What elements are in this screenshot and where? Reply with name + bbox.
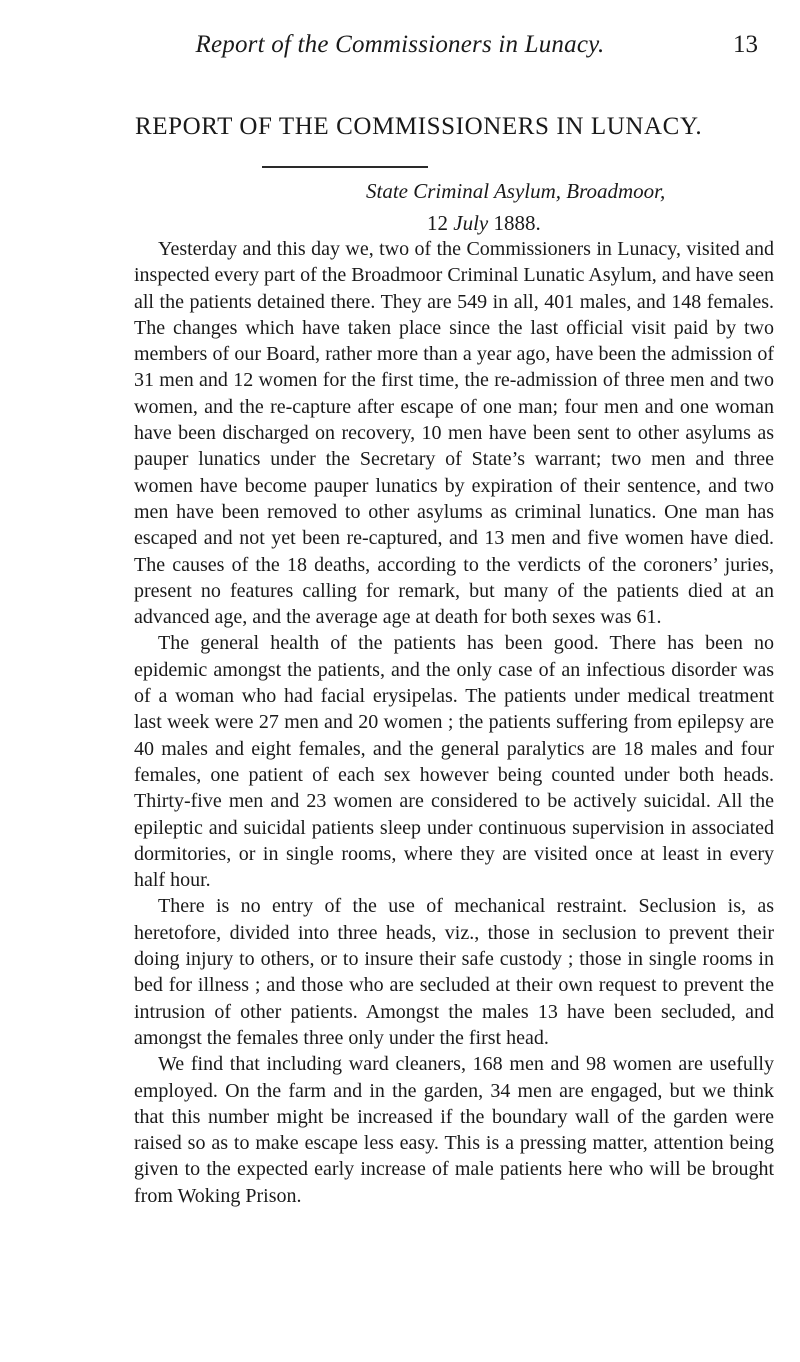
report-title: REPORT OF THE COMMISSIONERS IN LUNACY. bbox=[135, 113, 703, 140]
dateline-month: July bbox=[453, 211, 489, 235]
page-number: 13 bbox=[733, 31, 758, 58]
report-body bbox=[134, 236, 774, 1209]
running-head bbox=[0, 28, 800, 62]
paragraph-health: The general health of the patients has been good. There has been no epidemic amongst the patients, and the only case of an infectious disorder was of a woman who had facial erysipelas. The patients under medical treatment last week were 27 men and 20 women ; the patients suffering from epilepsy are 40 males and eight females, and the general paralytics are 18 males and four females, one patient of each sex however being counted under both heads. Thirty-five men and 23 women are considered to be actively suicidal. All the epileptic and suicidal patients sleep under continuous supervision in associated dormitories, or in single rooms, where they are visited once at least in every half hour. bbox=[134, 632, 774, 892]
paragraph-restraint: There is no entry of the use of mechanical restraint. Seclusion is, as heretofore, divided into three heads, viz., those in seclusion to prevent their doing injury to others, or to insure their safe custody ; those in single rooms in bed for illness ; and those who are secluded at their own request to prevent the intrusion of other patients. Amongst the males 13 have been secluded, and amongst the females three only under the first head. bbox=[134, 895, 774, 1049]
title-rule bbox=[262, 166, 428, 168]
dateline-date bbox=[427, 208, 541, 238]
dateline-day: 12 bbox=[427, 211, 448, 235]
dateline-place: State Criminal Asylum, Broadmoor, bbox=[366, 179, 666, 203]
running-title: Report of the Commissioners in Lunacy. bbox=[195, 31, 605, 58]
paragraph-employment: We find that including ward cleaners, 168 men and 98 women are usefully employed. On the farm and in the garden, 34 men are engaged, but we think that this number might be increased if the boundary wall of the garden were raised so as to make escape less easy. This is a pressing matter, attention being given to the expected early increase of male patients here who will be brought from Woking Prison. bbox=[134, 1053, 774, 1207]
paragraph-visit: Yesterday and this day we, two of the Commissioners in Lunacy, visited and inspected every part of the Broadmoor Criminal Lunatic Asylum, and have seen all the patients detained there. They are 549 in all, 401 males, and 148 females. The changes which have taken place since the last official visit paid by two members of our Board, rather more than a year ago, have been the admission of 31 men and 12 women for the first time, the re-admission of three men and two women, and the re-capture after escape of one man; four men and one woman have been discharged on recovery, 10 men have been sent to other asylums as pauper lunatics under the Secretary of State’s warrant; two men and three women have become pauper lunatics by expiration of their sentence, and two men have been removed to other asylums as criminal lunatics. One man has escaped and not yet been re-captured, and 13 men and five women have died. The causes of the 18 deaths, according to the verdicts of the coroners’ juries, present no features calling for remark, but many of the patients died at an advanced age, and the average age at death for both sexes was 61. bbox=[134, 238, 774, 629]
dateline-year: 1888. bbox=[493, 211, 541, 235]
